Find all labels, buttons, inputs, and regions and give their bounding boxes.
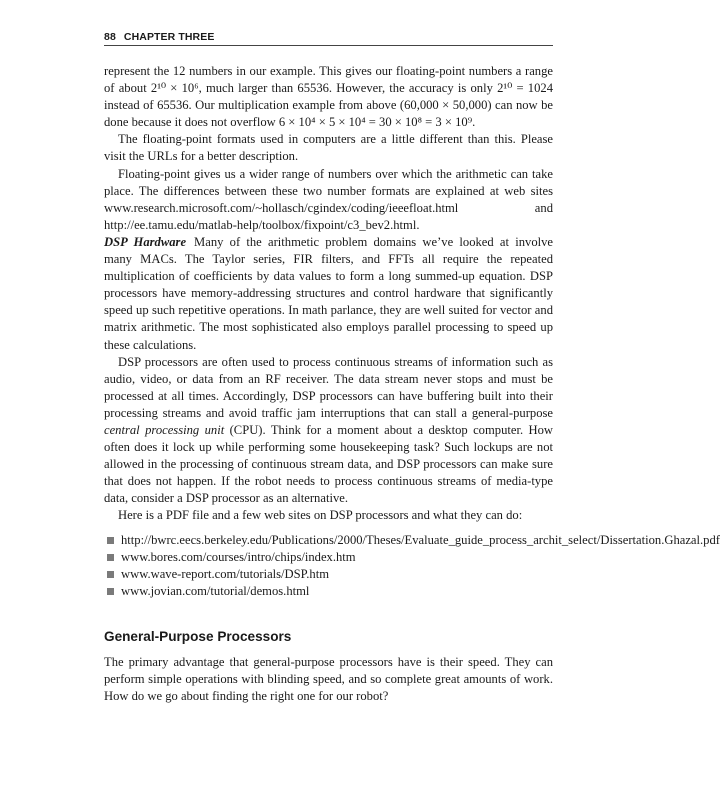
- section-heading: General-Purpose Processors: [104, 628, 292, 644]
- resource-link[interactable]: http://bwrc.eecs.berkeley.edu/Publications/2000/Theses/Evaluate_guide_process_archit_select/Dissertation.Ghazal.pdf: [121, 532, 720, 547]
- dsp-hardware-runin-heading: DSP Hardware: [104, 234, 187, 249]
- list-item: [104, 583, 553, 600]
- square-bullet-icon: [107, 554, 114, 561]
- chapter-title: CHAPTER THREE: [123, 31, 215, 43]
- paragraph-dsp-resources-intro: Here is a PDF file and a few web sites on DSP processors and what they can do:: [118, 508, 523, 523]
- list-item: [104, 549, 553, 566]
- square-bullet-icon: [107, 588, 114, 595]
- paragraph-floating-point-formats: The floating-point formats used in computers are a little different than this. Please visit the URLs for a better description.: [104, 132, 553, 164]
- paragraph-floating-point-range-urls: Floating-point gives us a wider range of numbers over which the arithmetic can take place. The differences between these two number formats are explained at web sites www.research.microsoft.com/~hollasch/cgindex/coding/ieeefloat.html and http://ee.tamu.edu/matlab-help/toolbox/fixpoint/c3_bev2.html.: [104, 166, 553, 232]
- paragraph-dsp-streams: [104, 354, 553, 508]
- list-item: [104, 532, 720, 549]
- dsp-streams-text-a: DSP processors are often used to process continuous streams of information such as audio, video, or data from an RF receiver. The data stream never stops and must be processed at all times. Accordingly, DSP processors can have buffering built into their processing streams and avoid traffic jam interruptions that can stall a general-purpose: [104, 354, 553, 420]
- resource-link[interactable]: www.bores.com/courses/intro/chips/index.htm: [121, 549, 356, 564]
- square-bullet-icon: [107, 537, 114, 544]
- list-item: [104, 566, 553, 583]
- paragraph-floating-point-range: represent the 12 numbers in our example. This gives our floating-point numbers a range of about 2¹⁰ × 10⁶, much larger than 65536. However, the accuracy is only 2¹⁰ = 1024 instead of 65536. Our multiplication example from above (60,000 × 50,000) can now be done because it does not overflow 6 × 10⁴ × 5 × 10⁴ = 30 × 10⁸ = 3 × 10⁹.: [104, 64, 553, 130]
- resource-link[interactable]: www.jovian.com/tutorial/demos.html: [121, 583, 310, 598]
- running-header: [104, 31, 553, 46]
- dsp-resource-list: [104, 532, 720, 600]
- dsp-hardware-text: Many of the arithmetic problem domains we’ve looked at involve many MACs. The Taylor series, FIR filters, and FFTs all require the repeated multiplication of coefficients by data values to form a long summed-up equation. DSP processors have memory-addressing structures and control hardware that significantly speed up such repetitive operations. In math parlance, they are well suited for vector and matrix arithmetic. The most sophisticated also employs parallel processing to speed up these calculations.: [104, 234, 554, 352]
- dsp-streams-text-b: (CPU). Think for a moment about a desktop computer. How often does it lock up while performing some housekeeping task? Such lockups are not allowed in the processing of continuous stream data, and DSP processors can make sure that does not happen. If the robot needs to process continuous streams of media-type data, consider a DSP processor as an alternative.: [104, 422, 553, 506]
- page-body: [104, 63, 720, 705]
- page-number: 88: [104, 31, 116, 43]
- square-bullet-icon: [107, 571, 114, 578]
- paragraph-dsp-hardware: [104, 234, 553, 354]
- cpu-term: central processing unit: [104, 422, 225, 437]
- resource-link[interactable]: www.wave-report.com/tutorials/DSP.htm: [121, 566, 329, 581]
- paragraph-general-purpose: The primary advantage that general-purpose processors have is their speed. They can perform simple operations with blinding speed, and so complete great amounts of work. How do we go about finding the right one for our robot?: [104, 655, 553, 704]
